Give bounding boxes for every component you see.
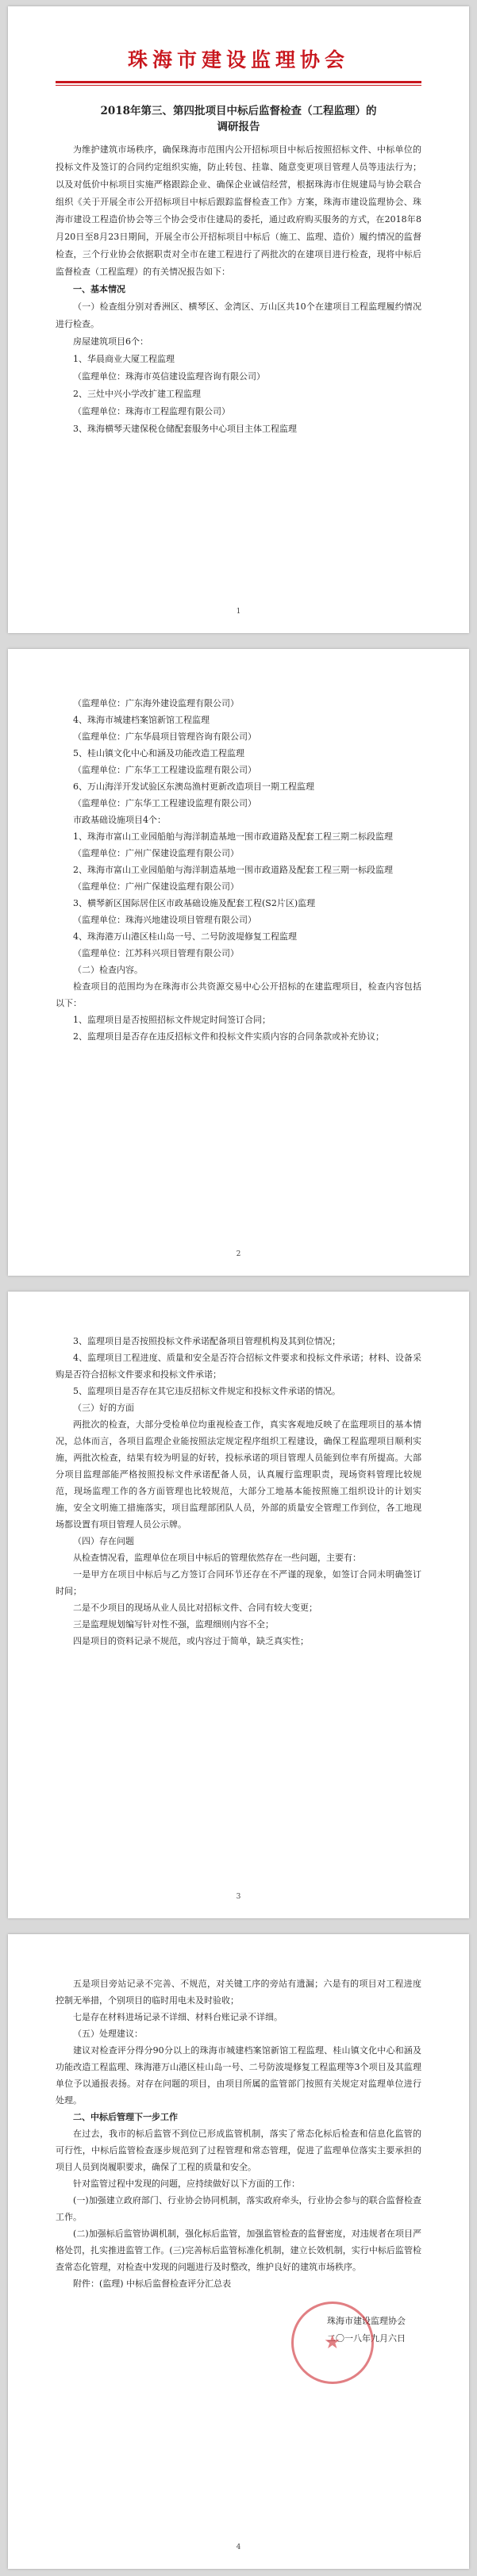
signing-date: 二〇一八年九月六日 — [327, 2333, 406, 2344]
body-paragraph: (一)加强建立政府部门、行业协会协同机制，落实政府牵头，行业协会参与的联合监督检查工作。 — [56, 2195, 421, 2222]
list-item: 一是甲方在项目中标后与乙方签订合同环节还存在不严谨的现象，如签订合同未明确签订时间； — [56, 1569, 421, 1596]
signing-organization: 珠海市建设监理协会 — [327, 2316, 406, 2326]
body-paragraph: 建议对检查评分得分90分以上的珠海市城建档案馆新馆工程监理、桂山镇文化中心和涵及功能改造工程监理、珠海港万山港区桂山岛一号、二号防波堤修复工程监理等3个项目及其监理单位予以通报表扬。对存在问题的项目，由项目所属的监管部门按照有关规定对监理单位进行处理。 — [56, 2045, 421, 2106]
list-item: 三是监理规划编写针对性不强，监理细则内容不全； — [73, 1619, 274, 1630]
list-item: 6、万山海洋开发试验区东澳岛渔村更新改造项目一期工程监理 — [73, 781, 314, 792]
list-item: （监理单位：珠海市工程监理有限公司） — [73, 406, 230, 417]
list-item: 四是项目的资料记录不规范，或内容过于简单，缺乏真实性； — [73, 1636, 309, 1646]
body-paragraph: 检查项目的范围均为在珠海市公共资源交易中心公开招标的在建监理项目，检查内容包括以下： — [56, 981, 421, 1008]
page-4 — [8, 1934, 469, 2569]
body-paragraph: 5、监理项目是否存在其它违反招标文件规定和投标文件承诺的情况。 — [73, 1386, 340, 1396]
list-intro: 房屋建筑项目6个： — [73, 336, 148, 347]
body-paragraph: 五是项目旁站记录不完善、不规范，对关键工序的旁站有遗漏；六是有的项目对工程进度控制无举措，个别项目的临时用电未及时验收； — [56, 1979, 421, 2006]
list-item: （监理单位：广东华工工程建设监理有限公司） — [73, 765, 256, 775]
document-title-line-1: 2018年第三、第四批项目中标后监督检查（工程监理）的 — [100, 105, 377, 117]
list-item: 二是不少项目的现场从业人员比对招标文件、合同有较大变更； — [73, 1603, 317, 1613]
subsection-paragraph: （一）检查组分别对香洲区、横琴区、金湾区、万山区共10个在建项目工程监理履约情况进行检查。 — [56, 301, 421, 329]
body-paragraph: 1、监理项目是否按照招标文件规定时间签订合同； — [73, 1015, 271, 1025]
list-item: （监理单位：广州广保建设监理有限公司） — [73, 881, 239, 892]
list-item: 4、珠海港万山港区桂山岛一号、二号防波堤修复工程监理 — [73, 931, 297, 942]
section-heading: 二、中标后管理下一步工作 — [73, 2112, 178, 2122]
body-paragraph: 4、监理项目工程进度、质量和安全是否符合招标文件要求和投标文件承诺；材料、设备采购是否符合招标文件要求和投标文件承诺； — [56, 1353, 421, 1380]
body-paragraph: 在过去，我市的标后监管不到位已形成监管机制，落实了常态化标后检查和信息化监管的可行性，中标后监管检查逐步规范到了过程管理和常态管理，促进了监理单位落实主要承担的项目人员到岗履职要求，确保了工程的质量和安全。 — [56, 2129, 421, 2172]
body-paragraph: 2、监理项目是否存在违反招标文件和投标文件实质内容的合同条款或补充协议； — [73, 1031, 384, 1042]
official-seal-icon — [291, 2302, 374, 2384]
attachment-note: 附件：(监理) 中标后监督检查评分汇总表 — [73, 2278, 232, 2289]
page-number: 2 — [236, 1250, 241, 1258]
org-letterhead: 珠海市建设监理协会 — [127, 48, 349, 71]
page-number: 1 — [236, 608, 241, 616]
list-item: 1、华晨商业大厦工程监理 — [73, 354, 175, 364]
list-item: 3、横琴新区国际居住区市政基础设施及配套工程(S2片区)监理 — [73, 898, 316, 908]
intro-paragraph: 为维护建筑市场秩序，确保珠海市范围内公开招标项目中标后按照招标文件、中标单位的投标文件及签订的合同约定组织实施，防止转包、挂靠、随意变更项目管理人员等违法行为；以及对低价中标项目实施严格跟踪企业、确保企业诚信经营，根据珠海市住规建局与协会联合组织《关于开展全市公开招标项目中标后跟踪监督检查工作》方案，珠海市建设监理协会、珠海市建设工程造价协会等三个协会受市住建局的委托，通过政府购买服务的方式，在2018年8月20日至8月23日期间，开展全市公开招标项目中标后（施工、监理、造价）履约情况的监督检查，三个行业协会依据职责对全市在建工程进行了两批次的在建项目进行检查，现将中标后监督检查（工程监理）的有关情况报告如下： — [56, 144, 421, 277]
signature-block — [56, 2313, 421, 2368]
list-item: （监理单位：珠海兴地建设项目管理有限公司） — [73, 915, 256, 925]
subsection-heading: （二）检查内容。 — [73, 965, 143, 975]
page-number: 4 — [236, 2543, 241, 2551]
subsection-heading: （四）存在问题 — [73, 1536, 134, 1546]
list-item: 4、珠海市城建档案馆新馆工程监理 — [73, 715, 210, 725]
body-paragraph: (二)加强标后监管协调机制，强化标后监管，加强监管检查的监督密度，对违规者在项目严格处罚，扎实推进监管工作。(三)完善标后监管标准化机制，建立长效机制，实行中标后监管检查常态化管理，对检查中发现的问题进行及时整改，维护良好的建筑市场秩序。 — [56, 2229, 421, 2272]
body-paragraph: 针对监管过程中发现的问题，应持续做好以下方面的工作： — [73, 2179, 300, 2189]
red-rule-thin — [56, 85, 421, 86]
list-item: （监理单位：广州广保建设监理有限公司） — [73, 848, 239, 858]
document-title — [56, 103, 421, 135]
body-paragraph: 从检查情况看，监理单位在项目中标后的管理依然存在一些问题，主要有： — [73, 1553, 361, 1563]
list-item: 2、三灶中兴小学改扩建工程监理 — [73, 389, 201, 399]
body-paragraph: 七是存在材料进场记录不详细、材料台账记录不详细。 — [73, 2012, 283, 2022]
subsection-heading: （三）好的方面 — [73, 1403, 134, 1413]
red-rule — [56, 81, 421, 83]
list-item: 2、珠海市富山工业园船舶与海洋制造基地一围市政道路及配套工程三期一标段监理 — [73, 865, 393, 875]
section-heading: 一、基本情况 — [73, 284, 125, 294]
page-number: 3 — [236, 1893, 241, 1901]
body-paragraph: 两批次的检查，大部分受检单位均重视检查工作，真实客观地反映了在监理项目的基本情况，总体而言，各项目监理企业能按照法定规定程序组织工程建设，确保工程监理项目顺利实施，两批次检查，结果有较为明显的好转，投标承诺的项目管理人员能到位率有所提高。大部分项目监理部能严格按照投标文件承诺配备人员，认真履行监理职责，现场资料管理比较规范，现场监理工作的各方面管理也比较规范，大部分工地基本能按照施工组织设计的计划实施，安全文明施工措施落实，项目监理部团队人员，外部的质量安全管理工作到位，各工地现场都设置有项目管理人员公示牌。 — [56, 1419, 421, 1530]
page-3 — [8, 1292, 469, 1918]
page-2 — [8, 649, 469, 1276]
list-item: （监理单位：广东海外建设监理有限公司） — [73, 698, 239, 708]
list-item: （监理单位：广东华工工程建设监理有限公司） — [73, 798, 256, 808]
body-paragraph: 3、监理项目是否按照投标文件承诺配备项目管理机构及其到位情况； — [73, 1336, 340, 1346]
list-item: 3、珠海横琴天建保税仓储配套服务中心项目主体工程监理 — [73, 424, 297, 434]
list-item: 5、桂山镇文化中心和涵及功能改造工程监理 — [73, 748, 244, 758]
list-item: （监理单位：广东华晨项目管理咨询有限公司） — [73, 731, 256, 742]
subsection-heading: （五）处理建议： — [73, 2029, 143, 2039]
page-1 — [8, 6, 469, 633]
list-item: （监理单位：珠海市英信建设监理咨询有限公司） — [73, 371, 265, 382]
list-item: 1、珠海市富山工业园船舶与海洋制造基地一围市政道路及配套工程三期二标段监理 — [73, 831, 393, 842]
list-item: （监理单位：江苏科兴项目管理有限公司） — [73, 948, 239, 958]
list-intro: 市政基础设施项目4个： — [73, 815, 166, 825]
document-title-line-2: 调研报告 — [217, 121, 260, 133]
